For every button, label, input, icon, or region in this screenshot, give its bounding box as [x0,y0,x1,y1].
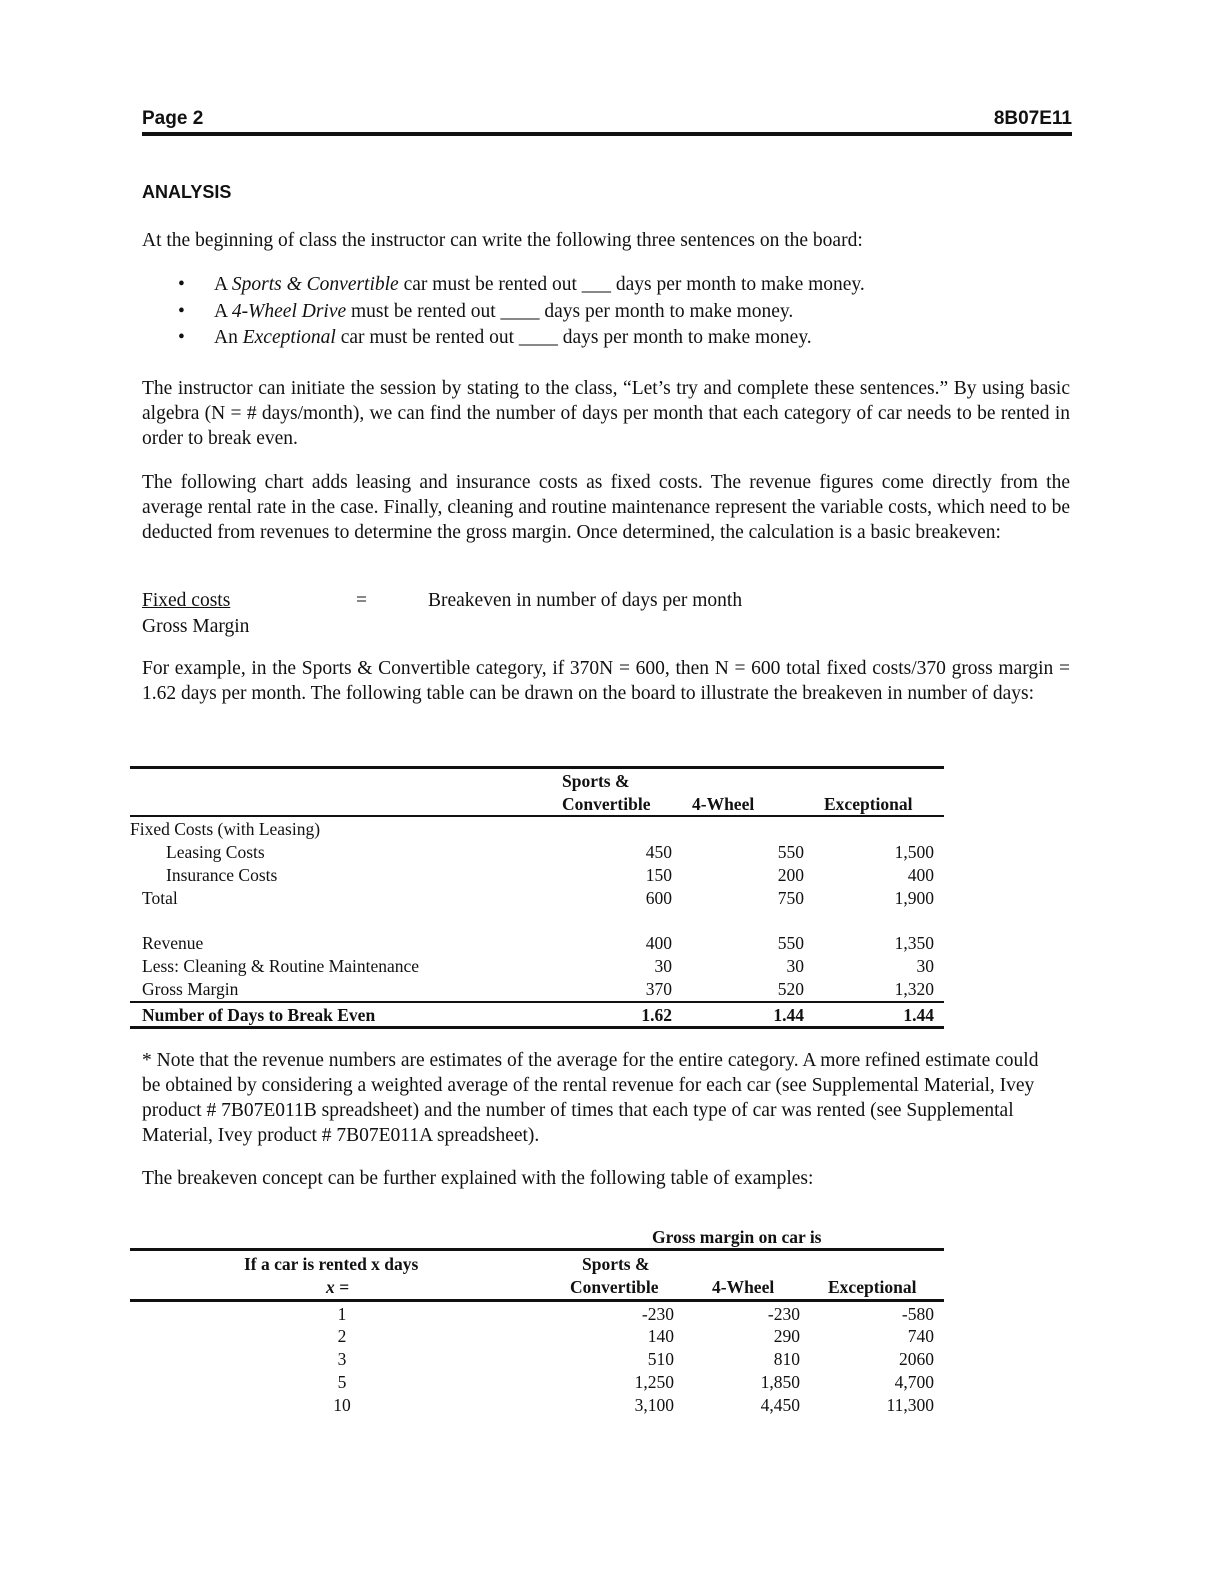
table-cell: 140 [647,1326,674,1346]
table-cell: 600 [645,888,672,908]
table-cell: -230 [767,1304,800,1324]
left-header-line1: If a car is rented x days [244,1254,419,1274]
col-header-sports-line2: Convertible [562,794,651,814]
table-cell: 510 [647,1349,674,1369]
note-paragraph: * Note that the revenue numbers are estimates of the average for the entire category. A more refined estimate could be obtained by considering a weighted average of the rental revenue for each car (see Supplemental Material, Ivey product # 7B07E011B spreadsheet) and the number of times that each type of car was rented (see Supplemental Material, Ivey product # 7B07E011A spreadsheet). [142,1050,1039,1146]
table-cell: -580 [901,1304,934,1324]
row-label: Gross Margin [142,979,239,999]
table-cell: 1,350 [894,933,934,953]
header-underline [130,815,944,817]
table-cell: 1,500 [894,842,934,862]
formula-numerator: Fixed costs [142,590,231,611]
table-cell: 450 [645,842,672,862]
formula-denominator: Gross Margin [142,616,250,637]
formula-equals: = [356,590,367,611]
table-cell: 30 [916,956,934,976]
x-value: 1 [337,1304,347,1324]
col-header-sports-line2: Convertible [570,1277,659,1297]
table-cell: -230 [641,1304,674,1324]
x-value: 3 [337,1349,347,1369]
paragraph-4: The breakeven concept can be further explained with the following table of examples: [142,1168,814,1189]
table-cell: 1,250 [634,1372,674,1392]
table-cell: 550 [777,933,804,953]
document-code: 8B07E11 [993,108,1072,129]
table-cell: 2060 [899,1349,934,1369]
paragraph-1: The instructor can initiate the session by stating to the class, “Let’s try and complete these sentences.” By using basic algebra (N = # days/month), we can find the number of days per month that each category of car needs to be rented in order to break even. [142,378,1070,449]
table-cell: 3,100 [634,1395,674,1415]
bullet-item: • A Sports & Convertible car must be rented out ___ days per month to make money. [178,274,865,295]
bullet-list [142,272,865,352]
table-cell: 150 [645,865,672,885]
total-rule [130,1001,944,1003]
table-cell: 290 [773,1326,800,1346]
col-header-exceptional: Exceptional [828,1277,917,1297]
col-header-sports-line1: Sports & [562,771,630,791]
table-cell: 1,320 [894,979,934,999]
table-cell: 30 [786,956,804,976]
table-top-rule [130,1248,944,1251]
section-title: ANALYSIS [142,182,232,202]
header-rule [142,132,1072,136]
left-header-line2: x = [326,1277,350,1297]
table-cell: 810 [773,1349,800,1369]
group-header: Gross margin on car is [652,1227,822,1247]
x-value: 2 [337,1326,347,1346]
table-cell: 400 [645,933,672,953]
row-label: Revenue [142,933,204,953]
x-value: 5 [337,1372,347,1392]
col-header-4wheel: 4-Wheel [712,1277,775,1297]
row-label: Fixed Costs (with Leasing) [130,819,321,839]
row-label: Insurance Costs [166,865,278,885]
intro-paragraph: At the beginning of class the instructor can write the following three sentences on the board: [142,230,863,251]
table-cell: 200 [777,865,804,885]
table-cell: 4,450 [760,1395,800,1415]
table-cell: 30 [654,956,672,976]
table-top-rule [130,766,944,769]
table-cell: 1,900 [894,888,934,908]
formula-result: Breakeven in number of days per month [428,590,743,611]
header-underline [130,1299,944,1302]
paragraph-3: For example, in the Sports & Convertible category, if 370N = 600, then N = 600 total fixed costs/370 gross margin = 1.62 days per month. The following table can be drawn on the board to illustrate the breakeven in number of days: [142,658,1070,704]
col-header-4wheel: 4-Wheel [692,794,755,814]
row-label: Leasing Costs [166,842,265,862]
table-cell: 400 [907,865,934,885]
col-header-sports-line1: Sports & [582,1254,650,1274]
table-cell: 1,850 [760,1372,800,1392]
table-cell: 11,300 [886,1395,934,1415]
table-cell: 550 [777,842,804,862]
bullet-item: • An Exceptional car must be rented out ____ days per month to make money. [178,327,812,348]
table-cell: 370 [645,979,672,999]
table-cell: 750 [777,888,804,908]
col-header-exceptional: Exceptional [824,794,913,814]
table-cell: 1.44 [773,1005,804,1025]
page-number: Page 2 [142,108,204,129]
row-label-breakeven: Number of Days to Break Even [142,1005,376,1025]
table-cell: 4,700 [894,1372,934,1392]
row-label: Total [142,888,178,908]
table-bottom-rule [130,1026,944,1029]
row-label: Less: Cleaning & Routine Maintenance [142,956,420,976]
x-value: 10 [333,1395,351,1415]
table-cell: 1.62 [641,1005,672,1025]
bullet-item: • A 4-Wheel Drive must be rented out ____ days per month to make money. [178,300,794,322]
paragraph-2: The following chart adds leasing and insurance costs as fixed costs. The revenue figures come directly from the average rental rate in the case. Finally, cleaning and routine maintenance represent the variable costs, which need to be deducted from revenues to determine the gross margin. Once determined, the calculation is a basic breakeven: [142,472,1070,543]
table-cell: 520 [777,979,804,999]
table-cell: 1.44 [903,1005,934,1025]
table-cell: 740 [907,1326,934,1346]
